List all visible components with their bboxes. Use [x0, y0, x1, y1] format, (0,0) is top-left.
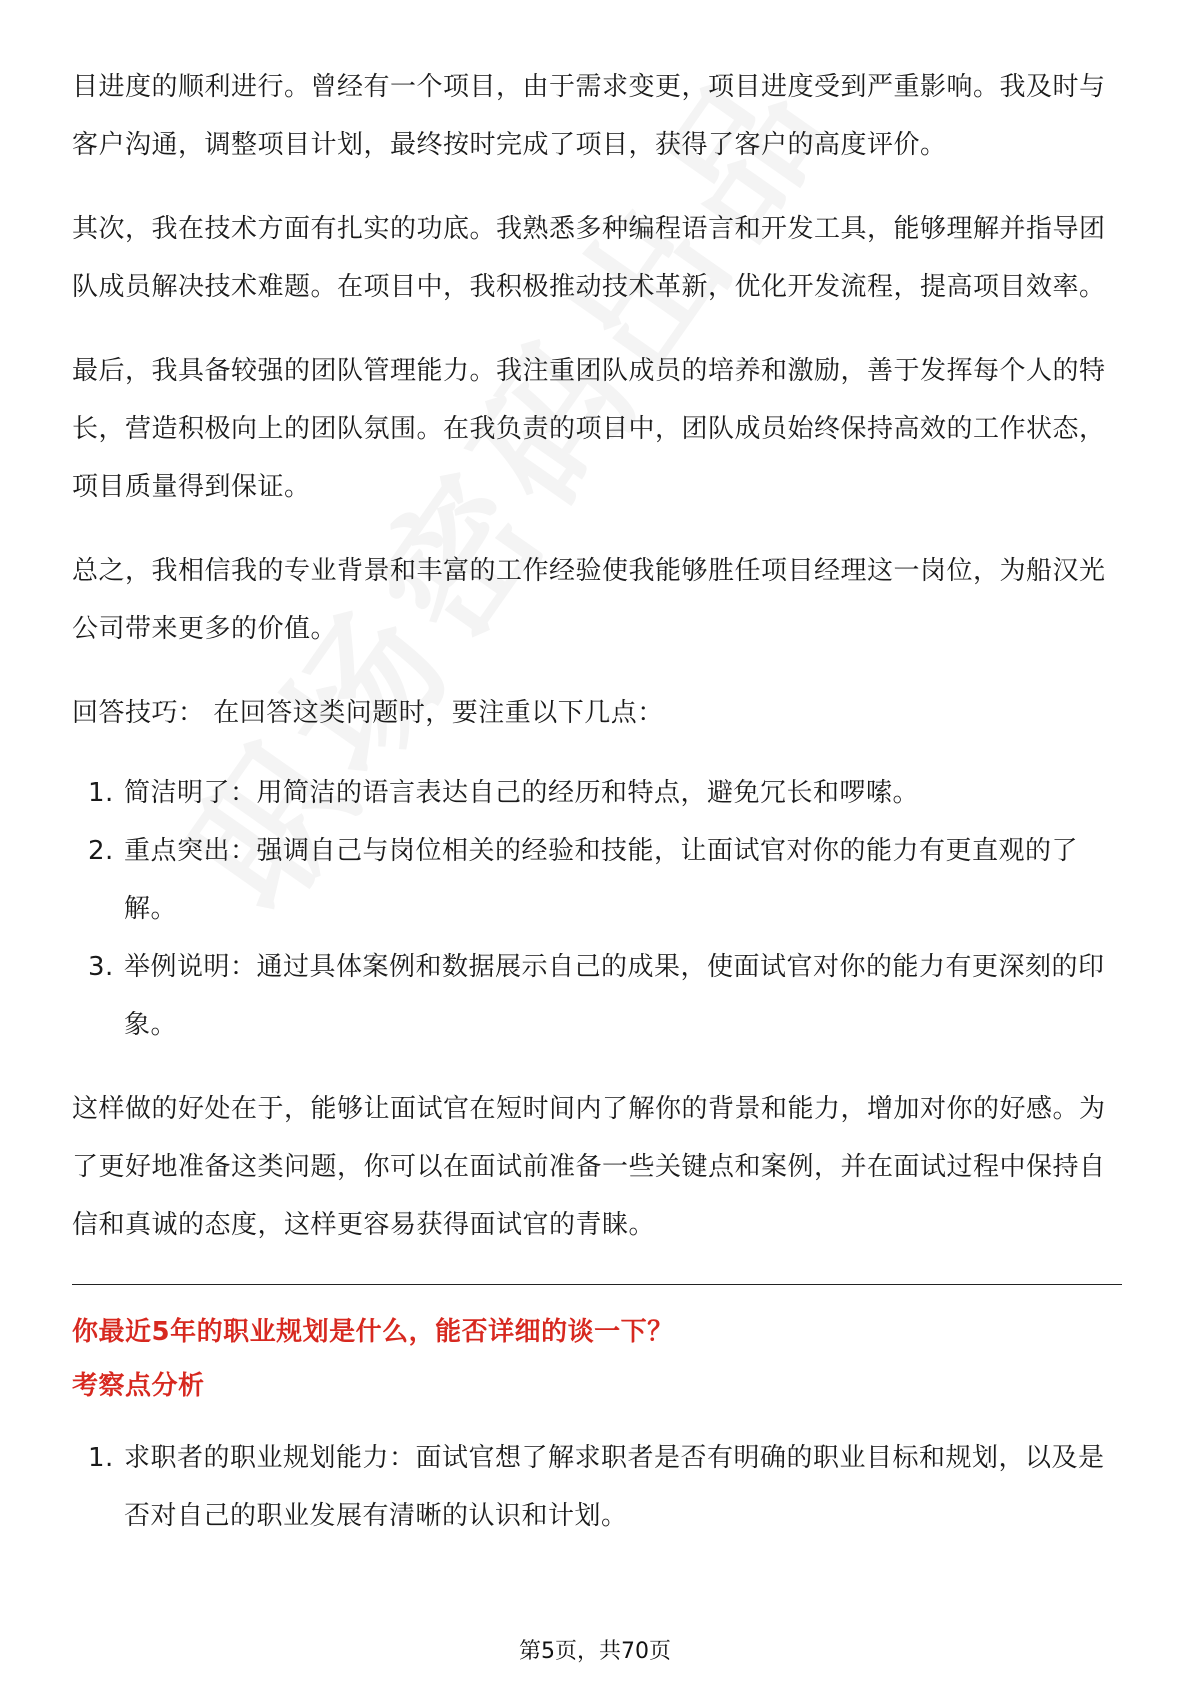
list-item [72, 764, 1122, 822]
paragraph-benefits: 这样做的好处在于，能够让面试官在短时间内了解你的背景和能力，增加对你的好感。为了更好地准备这类问题，你可以在面试前准备一些关键点和案例，并在面试过程中保持自信和真诚的态度，这样更容易获得面试官的青睐。 [72, 1094, 1106, 1240]
list-item-text: 重点突出：强调自己与岗位相关的经验和技能，让面试官对你的能力有更直观的了解。 [124, 836, 1079, 924]
list-item [72, 822, 1122, 938]
list-item-text: 简洁明了：用简洁的语言表达自己的经历和特点，避免冗长和啰嗦。 [124, 778, 920, 808]
analysis-heading: 考察点分析 [72, 1371, 205, 1401]
paragraph-conclusion: 总之，我相信我的专业背景和丰富的工作经验使我能够胜任项目经理这一岗位，为船汉光公司带来更多的价值。 [72, 556, 1106, 644]
paragraph-project-progress: 目进度的顺利进行。曾经有一个项目，由于需求变更，项目进度受到严重影响。我及时与客户沟通，调整项目计划，最终按时完成了项目，获得了客户的高度评价。 [72, 72, 1106, 160]
answer-tips-list [72, 764, 1122, 1054]
question-heading: 你最近5年的职业规划是什么，能否详细的谈一下？ [72, 1317, 674, 1347]
paragraph-team-management: 最后，我具备较强的团队管理能力。我注重团队成员的培养和激励，善于发挥每个人的特长，营造积极向上的团队氛围。在我负责的项目中，团队成员始终保持高效的工作状态，项目质量得到保证。 [72, 356, 1106, 502]
list-item-text: 求职者的职业规划能力：面试官想了解求职者是否有明确的职业目标和规划，以及是否对自己的职业发展有清晰的认识和计划。 [124, 1443, 1105, 1531]
page-footer: 第5页，共70页 [519, 1639, 671, 1664]
list-item-number: 3. [88, 952, 114, 982]
page-content [72, 58, 1122, 1545]
list-item-number: 1. [88, 1443, 114, 1473]
analysis-list [72, 1429, 1122, 1545]
list-item [72, 1429, 1122, 1545]
answer-tips-intro: 回答技巧： 在回答这类问题时，要注重以下几点： [72, 698, 664, 728]
list-item [72, 938, 1122, 1054]
list-item-number: 2. [88, 836, 114, 866]
list-item-number: 1. [88, 778, 114, 808]
list-item-text: 举例说明：通过具体案例和数据展示自己的成果，使面试官对你的能力有更深刻的印象。 [124, 952, 1105, 1040]
paragraph-technical-skills: 其次，我在技术方面有扎实的功底。我熟悉多种编程语言和开发工具，能够理解并指导团队成员解决技术难题。在项目中，我积极推动技术革新，优化开发流程，提高项目效率。 [72, 214, 1106, 302]
section-divider [72, 1284, 1122, 1285]
